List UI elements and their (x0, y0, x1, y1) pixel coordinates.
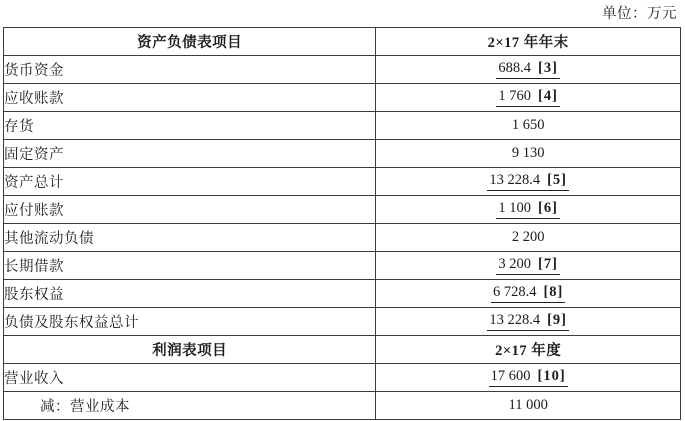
row-value-cell (376, 196, 681, 224)
row-label: 其他流动负债 (4, 224, 376, 252)
value-number: 13 228.4 (489, 311, 541, 328)
row-label: 应收账款 (4, 84, 376, 112)
table-row-other-current-liabilities (4, 224, 681, 252)
blank-ref-number: [4] (538, 87, 558, 104)
value-number: 17 600 (490, 367, 531, 384)
table-row-operating-cost (4, 392, 681, 420)
value-number: 11 000 (508, 397, 548, 413)
balance-sheet-period-header: 2×17 年年末 (376, 28, 681, 56)
row-label: 减：营业成本 (4, 392, 376, 420)
table-row-long-term-loans (4, 252, 681, 280)
blank-ref-number: [8] (543, 283, 564, 300)
row-value (512, 145, 545, 162)
row-value (496, 88, 560, 108)
row-label: 股东权益 (4, 280, 376, 308)
unit-label: 单位：万元 (602, 6, 677, 22)
row-value-cell (376, 252, 681, 280)
row-value-cell (376, 364, 681, 392)
row-value-cell (376, 56, 681, 84)
table-row-operating-revenue (4, 364, 681, 392)
value-number: 1 760 (498, 87, 532, 104)
row-label: 货币资金 (4, 56, 376, 84)
blank-ref-number: [9] (547, 311, 567, 328)
blank-ref-number: [6] (538, 199, 558, 216)
row-label: 固定资产 (4, 140, 376, 168)
row-label: 资产总计 (4, 168, 376, 196)
table-row-total-liabilities-and-equity (4, 308, 681, 336)
balance-sheet-items-header: 资产负债表项目 (4, 28, 376, 56)
value-number: 13 228.4 (489, 171, 541, 188)
row-value-cell (376, 224, 681, 252)
row-value (496, 200, 560, 220)
table-row-shareholders-equity (4, 280, 681, 308)
value-number: 3 200 (498, 255, 532, 272)
row-value (509, 397, 548, 414)
income-statement-period-header: 2×17 年度 (376, 336, 681, 364)
row-label: 营业收入 (4, 364, 376, 392)
row-value (487, 312, 569, 332)
table-row-inventory (4, 112, 681, 140)
row-value (512, 229, 545, 246)
row-value (512, 117, 545, 134)
value-number: 9 130 (511, 145, 545, 161)
income-statement-items-header: 利润表项目 (4, 336, 376, 364)
financial-statements-table (3, 27, 681, 420)
table-row-accounts-receivable (4, 84, 681, 112)
row-value-cell (376, 168, 681, 196)
value-number: 1 650 (511, 117, 545, 133)
value-number: 1 100 (498, 199, 532, 216)
row-value (496, 256, 560, 276)
row-label: 负债及股东权益总计 (4, 308, 376, 336)
value-number: 2 200 (511, 229, 545, 245)
row-value-cell (376, 140, 681, 168)
row-value-cell (376, 84, 681, 112)
row-value (489, 368, 568, 388)
row-value (496, 60, 560, 80)
row-label: 应付账款 (4, 196, 376, 224)
value-number: 6 728.4 (492, 283, 537, 300)
row-value-cell (376, 308, 681, 336)
table-row-fixed-assets (4, 140, 681, 168)
value-number: 688.4 (498, 59, 532, 76)
table-row-cash (4, 56, 681, 84)
blank-ref-number: [3] (538, 59, 558, 76)
row-value-cell (376, 280, 681, 308)
row-label: 长期借款 (4, 252, 376, 280)
blank-ref-number: [10] (537, 367, 566, 384)
table-row-accounts-payable (4, 196, 681, 224)
row-value-cell (376, 112, 681, 140)
blank-ref-number: [5] (547, 171, 567, 188)
row-value-cell (376, 392, 681, 420)
row-value (491, 284, 565, 304)
balance-sheet-header-row (4, 28, 681, 56)
row-value (487, 172, 569, 192)
income-statement-header-row (4, 336, 681, 364)
row-label: 存货 (4, 112, 376, 140)
blank-ref-number: [7] (538, 255, 558, 272)
table-row-total-assets (4, 168, 681, 196)
